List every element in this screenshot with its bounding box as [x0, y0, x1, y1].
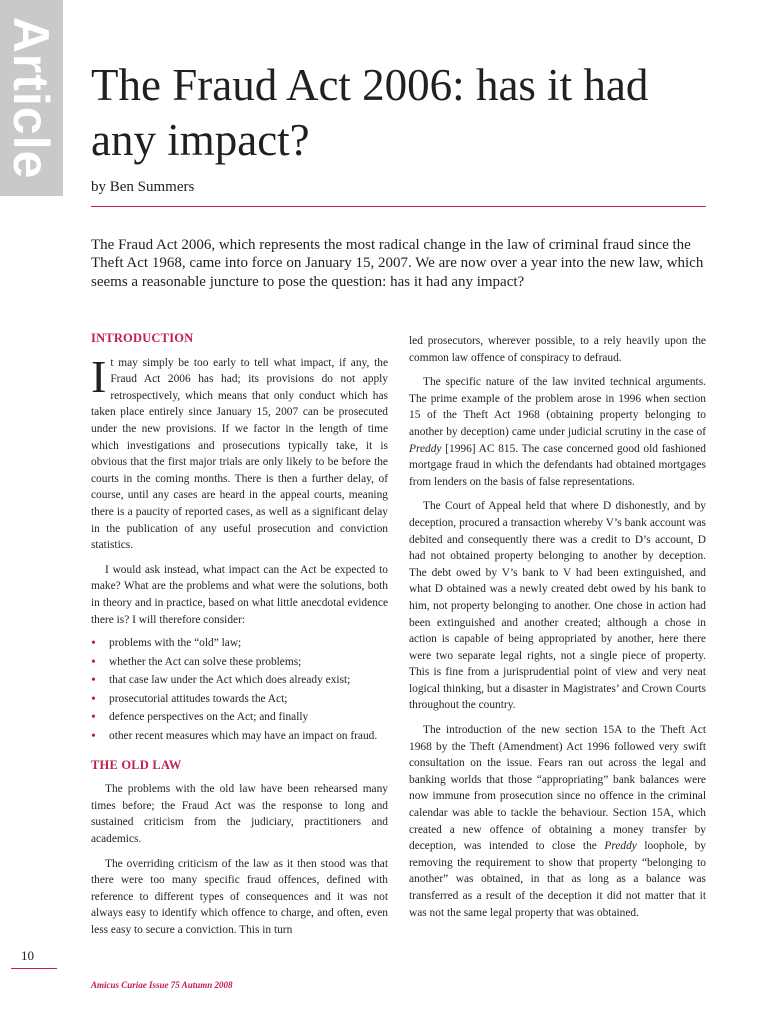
bullet-icon: •	[91, 636, 96, 652]
paragraph-text: The specific nature of the law invited technical arguments. The prime example of the problem arose in 1996 when section 15 of the Theft Act 1968 (obtaining property belonging to another by deception) came under judicial scrutiny in the case of	[409, 376, 706, 438]
list-item-text: other recent measures which may have an impact on fraud.	[109, 730, 378, 743]
right-column	[409, 333, 706, 929]
continued-paragraph: led prosecutors, wherever possible, to a rely heavily upon the common law offence of conspiracy to defraud.	[409, 335, 706, 364]
intro-paragraph-2: I would ask instead, what impact can the Act be expected to make? What are the problems and what were the solutions, both in theory and in practice, based on what little anecdotal evidence there is? I will therefore consider:	[91, 563, 388, 626]
standfirst: The Fraud Act 2006, which represents the most radical change in the law of criminal fraud since the Theft Act 1968, came into force on January 15, 2007. We are now over a year into the new law, which seems a reasonable juncture to pose the question: has it had any impact?	[91, 237, 704, 290]
drop-cap: I	[91, 350, 107, 402]
heading-old-law: THE OLD LAW	[91, 757, 182, 772]
list-item	[91, 729, 388, 745]
list-item-text: defence perspectives on the Act; and finally	[109, 711, 309, 724]
technical-arguments-paragraph	[409, 374, 706, 490]
list-item-text: prosecutorial attitudes towards the Act;	[109, 692, 288, 705]
bullet-icon: •	[91, 673, 96, 689]
paragraph-text: [1996] AC 815. The case concerned good old fashioned mortgage fraud in which the defendants had obtained mortgages from lenders on the basis of false representations.	[409, 442, 706, 488]
left-column	[91, 330, 388, 947]
list-item-text: problems with the “old” law;	[109, 637, 242, 650]
intro-paragraph-1	[91, 350, 388, 554]
bullet-icon: •	[91, 691, 96, 707]
heading-introduction: INTRODUCTION	[91, 331, 194, 345]
old-law-paragraph-1: The problems with the old law have been rehearsed many times before; the Fraud Act was the response to long and sustained criticism from the judiciary, practitioners and academics.	[91, 783, 388, 846]
publication-footer: Amicus Curiae Issue 75 Autumn 2008	[91, 980, 233, 990]
article-title: The Fraud Act 2006: has it had any impact?	[91, 60, 649, 165]
list-item	[91, 655, 388, 671]
paragraph-text: loophole, by removing the requirement to show that property “belonging to another” was obtained, in that as long as a balance was transferred as a result of the deception it did not matter that it was not the same legal property that was obtained.	[409, 840, 707, 919]
list-item	[91, 710, 388, 726]
bullet-icon: •	[91, 710, 96, 726]
paragraph-text: The introduction of the new section 15A to the Theft Act 1968 by the Theft (Amendment) Act 1996 followed very swift consultation on the issue. Fears ran out across the legal and banking worlds that those “appropriating” bank balances were now immune from prosecution since no offence in the criminal calendar was able to tackle the behaviour. Section 15A, which created a new offence of obtaining a money transfer by deception, was intended to close the	[409, 724, 706, 853]
list-item-text: whether the Act can solve these problems;	[109, 655, 302, 668]
list-item	[91, 692, 388, 708]
section-15a-paragraph	[409, 722, 706, 921]
list-item-text: that case law under the Act which does already exist;	[109, 674, 351, 687]
case-name: Preddy	[604, 840, 637, 853]
bullet-icon: •	[91, 654, 96, 670]
article-section-label: Article	[3, 16, 59, 180]
title-divider	[91, 206, 706, 207]
bullet-icon: •	[91, 729, 96, 745]
case-name: Preddy	[409, 442, 442, 455]
byline: by Ben Summers	[91, 179, 195, 195]
page-number-rule	[11, 968, 57, 969]
list-item	[91, 636, 388, 652]
article-side-tab	[0, 0, 63, 196]
list-item	[91, 673, 388, 689]
page-number: 10	[21, 948, 34, 963]
topics-list	[91, 636, 388, 745]
intro-paragraph-1-text: t may simply be too early to tell what impact, if any, the Fraud Act 2006 has had; its provisions do not apply retrospectively, which means that only conduct which has taken place entirely since January 15, 2007 can be prosecuted under the new provisions. If we factor in the length of time which investigations and prosecutions typically take, it is obvious that the first major trials are only likely to be before the courts in the coming months. There is then a further delay, of course, until any cases are heard in the appeal courts, meaning there is a paucity of reported cases, as well as a significant delay in the publication of any useful prosecution and conviction statistics.	[91, 356, 388, 552]
court-of-appeal-paragraph: The Court of Appeal held that where D dishonestly, and by deception, procured a transaction whereby V’s bank account was debited and consequently there was a credit to D’s account, D had not obtained property belonging to another by deception. The debt owed by V’s bank to V had been extinguished, and what D obtained was a newly created debt owed by his bank to him, not property belonging to another. One chose in action had been extinguished and another created; although a chose in action is capable of being appropriated by another, here there were two separate legal rights, not a single piece of property. This is fine from a jurisprudential point of view and very neat logical thinking, but a disaster in Magistrates’ and Crown Courts throughout the country.	[409, 500, 706, 712]
old-law-paragraph-2: The overriding criticism of the law as it then stood was that there were too many specific fraud offences, defined with reference to different types of consequences and it was not always easy to identify which offence to charge, and often, even less easy to secure a conviction. This in turn	[91, 857, 388, 936]
